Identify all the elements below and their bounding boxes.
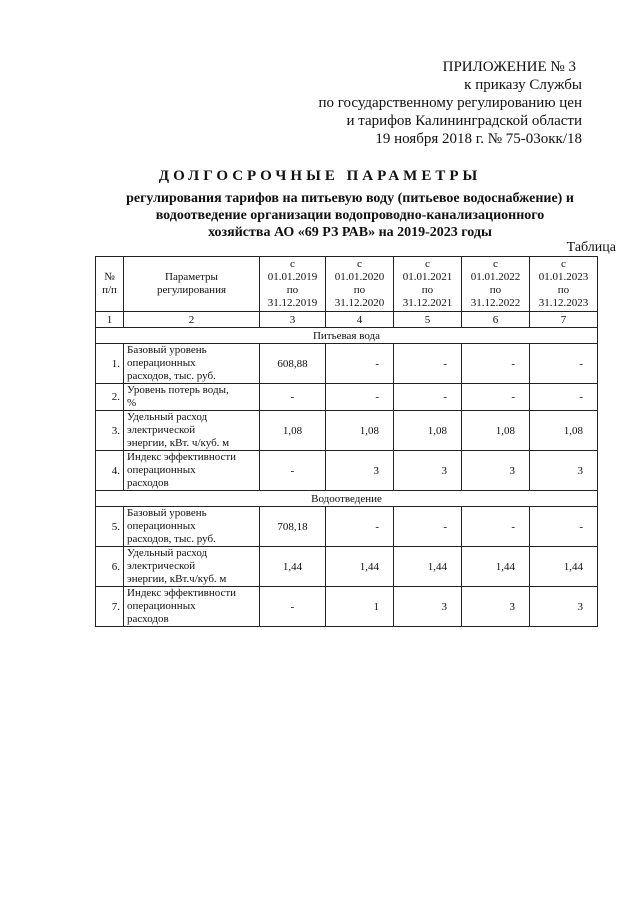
header-num [96,257,124,312]
value-cell: 1,08 [394,411,462,451]
parameter-name-line: расходов, тыс. руб. [127,370,216,382]
value-cell: 708,18 [260,507,326,547]
column-number: 7 [530,312,598,328]
value-cell: 3 [394,587,462,627]
parameter-name-line: электрической [127,424,196,436]
table-row [96,344,598,384]
period-from-word: с [561,258,566,270]
column-numbers-row [96,312,598,328]
value-cell: 1,08 [326,411,394,451]
period-to: 31.12.2022 [470,297,521,309]
header-period [394,257,462,312]
value-cell: - [260,587,326,627]
parameter-name-line: операционных [127,600,196,612]
value-cell: - [394,384,462,411]
parameter-name [124,384,260,411]
row-number: 7. [96,587,124,627]
value-cell: 1,44 [326,547,394,587]
table-row [96,384,598,411]
parameters-table [95,256,598,627]
period-from: 01.01.2023 [538,271,589,283]
value-cell: 1,44 [260,547,326,587]
row-number: 3. [96,411,124,451]
value-cell: - [462,344,530,384]
section-row [96,491,598,507]
header-period [260,257,326,312]
row-number: 4. [96,451,124,491]
parameter-name-line: расходов [127,613,169,625]
table-row [96,587,598,627]
period-from: 01.01.2019 [267,271,318,283]
parameter-name-line: Базовый уровень [127,507,207,519]
subtitle-line-2: водоотведение организации водопроводно-канализационного [155,208,545,223]
period-to: 31.12.2019 [267,297,318,309]
parameter-name-line: энергии, кВт. ч/куб. м [127,437,230,449]
period-to-word: по [489,284,502,296]
table-row [96,451,598,491]
document-title: ДОЛГОСРОЧНЫЕ ПАРАМЕТРЫ [158,168,482,184]
value-cell: 1,44 [462,547,530,587]
value-cell: 1,44 [394,547,462,587]
parameter-name-line: % [127,397,137,409]
value-cell: - [260,451,326,491]
value-cell: 3 [530,451,598,491]
column-number: 2 [124,312,260,328]
value-cell: - [394,507,462,547]
value-cell: - [530,507,598,547]
period-from: 01.01.2020 [334,271,385,283]
period-from-word: с [357,258,362,270]
value-cell: - [530,384,598,411]
column-number: 4 [326,312,394,328]
value-cell: 1,44 [530,547,598,587]
parameter-name-line: расходов [127,477,169,489]
parameter-name-line: энергии, кВт.ч/куб. м [127,573,227,585]
header-num-line-2: п/п [102,284,117,296]
table-row [96,411,598,451]
parameter-name-line: электрической [127,560,196,572]
period-to-word: по [421,284,434,296]
value-cell: 3 [462,587,530,627]
parameter-name [124,547,260,587]
parameter-name [124,411,260,451]
value-cell: - [462,384,530,411]
parameter-name-line: Индекс эффективности [127,587,237,599]
appendix-line-4: 19 ноября 2018 г. № 75-03окк/18 [375,131,582,147]
parameter-name-line: Базовый уровень [127,344,207,356]
table-body [96,312,598,627]
value-cell: - [326,344,394,384]
value-cell: 1,08 [530,411,598,451]
header-param-line-2: регулирования [156,284,227,296]
table-label: Таблица [566,240,616,255]
row-number: 2. [96,384,124,411]
period-from-word: с [493,258,498,270]
subtitle-line-3: хозяйства АО «69 РЗ РАВ» на 2019-2023 годы [208,225,492,240]
row-number: 1. [96,344,124,384]
parameter-name-line: расходов, тыс. руб. [127,533,216,545]
value-cell: - [326,507,394,547]
subtitle-line-1: регулирования тарифов на питьевую воду (питьевое водоснабжение) и [126,191,574,206]
value-cell: - [260,384,326,411]
column-number: 6 [462,312,530,328]
column-number: 3 [260,312,326,328]
parameter-name [124,344,260,384]
parameter-name [124,507,260,547]
row-number: 6. [96,547,124,587]
parameter-name [124,587,260,627]
column-number: 1 [96,312,124,328]
header-period [530,257,598,312]
value-cell: - [326,384,394,411]
value-cell: 3 [462,451,530,491]
parameter-name-line: Индекс эффективности [127,451,237,463]
period-to-word: по [557,284,570,296]
period-from-word: с [425,258,430,270]
table-row [96,507,598,547]
period-to-word: по [353,284,366,296]
value-cell: - [462,507,530,547]
header-param [124,257,260,312]
document-subtitle [100,190,600,241]
value-cell: - [394,344,462,384]
parameter-name-line: Удельный расход [127,547,208,559]
appendix-title: ПРИЛОЖЕНИЕ № 3 [442,59,576,75]
table-header-row [96,257,598,312]
period-from: 01.01.2022 [470,271,521,283]
value-cell: 1 [326,587,394,627]
period-to: 31.12.2023 [538,297,589,309]
appendix-line-3: и тарифов Калининградской области [346,113,582,129]
period-from-word: с [290,258,295,270]
period-to-word: по [286,284,299,296]
header-period [462,257,530,312]
parameter-name [124,451,260,491]
section-title: Водоотведение [96,491,598,507]
value-cell: - [530,344,598,384]
header-period [326,257,394,312]
header-param-line-1: Параметры [165,271,218,283]
appendix-line-1: к приказу Службы [464,77,582,93]
parameter-name-line: Удельный расход [127,411,208,423]
parameter-name-line: операционных [127,520,196,532]
period-to: 31.12.2021 [402,297,453,309]
table-row [96,547,598,587]
period-to: 31.12.2020 [334,297,385,309]
section-row [96,328,598,344]
value-cell: 1,08 [260,411,326,451]
value-cell: 3 [394,451,462,491]
parameter-name-line: Уровень потерь воды, [127,384,229,396]
row-number: 5. [96,507,124,547]
section-title: Питьевая вода [96,328,598,344]
parameter-name-line: операционных [127,357,196,369]
value-cell: 3 [530,587,598,627]
value-cell: 1,08 [462,411,530,451]
period-from: 01.01.2021 [402,271,453,283]
value-cell: 608,88 [260,344,326,384]
appendix-line-2: по государственному регулированию цен [318,95,582,111]
value-cell: 3 [326,451,394,491]
header-num-line-1: № [104,271,115,283]
appendix-block [318,58,582,148]
parameter-name-line: операционных [127,464,196,476]
column-number: 5 [394,312,462,328]
